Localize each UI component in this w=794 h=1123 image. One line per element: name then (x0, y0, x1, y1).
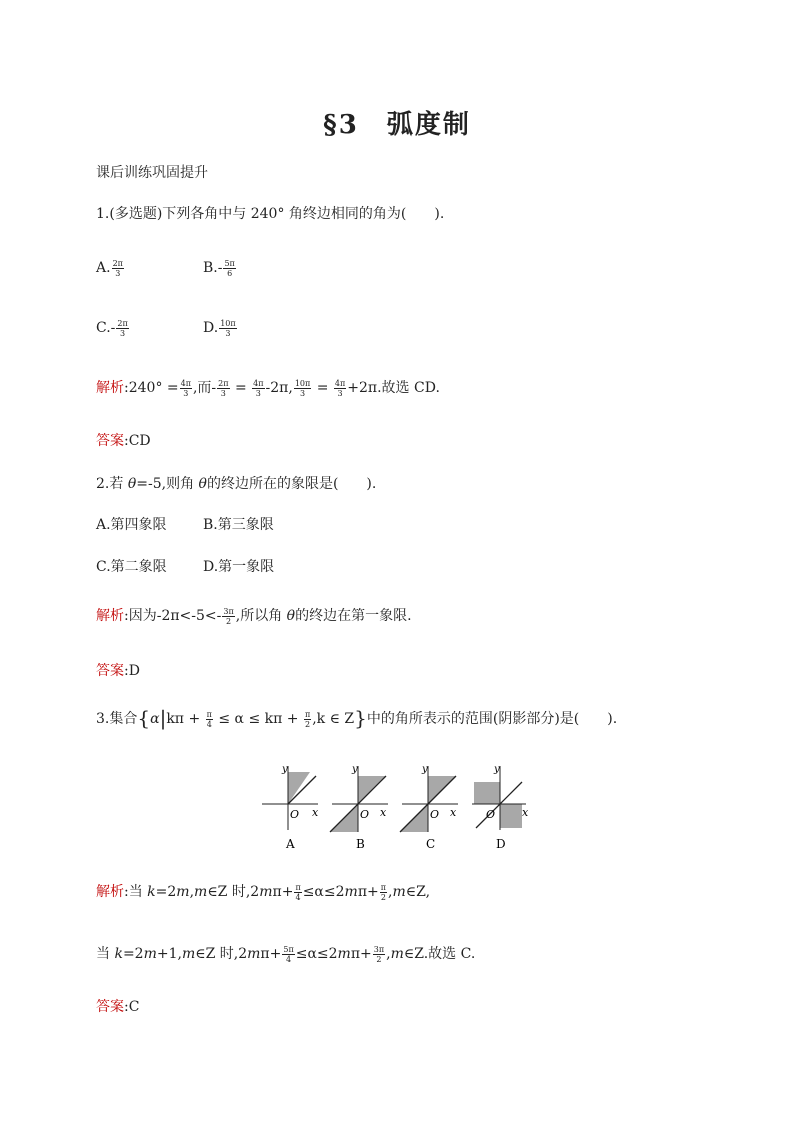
q1-analysis: 解析:240° = $\frac{4\pi}{3}$ ,而- $\frac{2\pi}{3}$ = $\frac{4\pi}{3}$ -2π, $\frac{10\pi}{3}$ = $\frac{4\pi}{3}$ +2π.故选 CD. (96, 378, 440, 398)
figure-c-x-label: x (450, 806, 457, 819)
figure-b-y-label: y (352, 764, 358, 775)
figure-c (400, 764, 458, 851)
figure-a-label: A (286, 837, 295, 851)
figure-c-origin: O (430, 808, 440, 821)
q1-option-a: A. $\frac{2\pi}{3}$ (96, 258, 123, 278)
analysis-label: 解析 (96, 380, 124, 396)
figure-b-origin: O (360, 808, 370, 821)
q2-option-b: B.第三象限 (203, 517, 274, 533)
figure-d-origin: O (486, 808, 496, 821)
q1-option-c: C.- $\frac{2\pi}{3}$ (96, 318, 128, 338)
q3-analysis-line2: 当 k=2m+1,m∈Z 时,2mπ+ $\frac{5\pi}{4}$ ≤α≤2mπ+ $\frac{3\pi}{2}$ ,m∈Z.故选 C. (96, 944, 476, 964)
figure-d-label: D (496, 837, 506, 851)
section-subtitle: 课后训练巩固提升 (96, 165, 208, 181)
q2-option-a: A.第四象限 (96, 517, 167, 533)
quadrant-figures-svg (258, 760, 538, 854)
q3-answer: 答案:C (96, 999, 140, 1015)
figure-a-y-label: y (282, 764, 288, 775)
figure-a-origin: O (290, 808, 300, 821)
quadrant-figures (258, 760, 538, 854)
figure-b (330, 764, 388, 851)
q3-analysis-line1: 解析:当 k=2m,m∈Z 时,2mπ+ $\frac{\pi}{4}$ ≤α≤2mπ+ $\frac{\pi}{2}$ ,m∈Z, (96, 882, 431, 902)
page-title: §3 弧度制 (323, 110, 471, 140)
figure-a-shade (288, 772, 310, 804)
figure-c-y-label: y (422, 764, 428, 775)
q2-answer: 答案:D (96, 663, 140, 679)
figure-d-y-label: y (494, 764, 500, 775)
q2-stem: 2.若 θ=-5,则角 θ的终边所在的象限是( ). (96, 476, 377, 492)
q1-stem: 1.(多选题)下列各角中与 240° 角终边相同的角为( ). (96, 206, 445, 222)
q2-option-c: C.第二象限 (96, 559, 167, 575)
figure-a-x-label: x (312, 806, 319, 819)
figure-d (472, 764, 529, 851)
q2-analysis: 解析:因为-2π<-5<- $\frac{3\pi}{2}$ ,所以角 θ的终边在第一象限. (96, 606, 412, 626)
figure-d-x-label: x (522, 806, 529, 819)
figure-b-label: B (356, 837, 365, 851)
q1-option-b: B.- $\frac{5\pi}{6}$ (203, 258, 235, 278)
figure-c-label: C (426, 837, 436, 851)
answer-label: 答案 (96, 999, 124, 1015)
q1-option-d: D. $\frac{10\pi}{3}$ (203, 318, 236, 338)
analysis-label: 解析 (96, 884, 124, 900)
figure-b-x-label: x (380, 806, 387, 819)
q3-stem: 3.集合{α|kπ + $\frac{\pi}{4}$ ≤ α ≤ kπ + $\frac{\pi}{2}$ ,k ∈ Z}中的角所表示的范围(阴影部分)是( ). (96, 706, 618, 730)
answer-label: 答案 (96, 663, 124, 679)
analysis-label: 解析 (96, 608, 124, 624)
q2-option-d: D.第一象限 (203, 559, 275, 575)
figure-a (262, 764, 319, 851)
q1-answer: 答案:CD (96, 433, 151, 449)
answer-label: 答案 (96, 433, 124, 449)
